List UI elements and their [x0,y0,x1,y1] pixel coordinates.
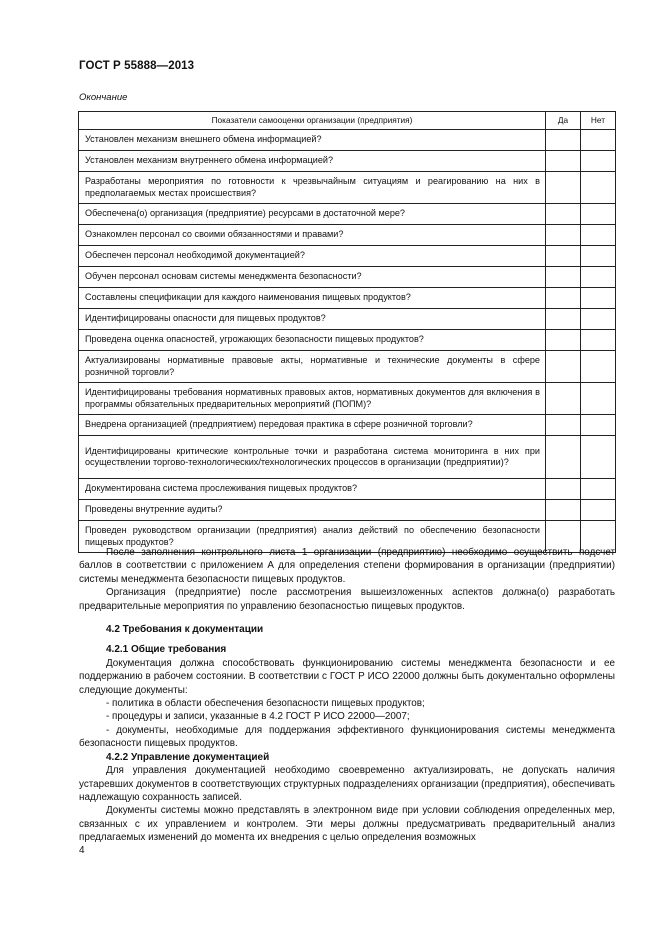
yes-cell[interactable] [546,500,581,521]
page-number: 4 [79,845,85,856]
question-cell: Проведены внутренние аудиты? [79,500,546,521]
question-cell: Установлен механизм внутреннего обмена информацией? [79,151,546,172]
yes-cell[interactable] [546,204,581,225]
table-row [79,479,616,500]
question-cell: Обеспечена(о) организация (предприятие) ресурсами в достаточной мере? [79,204,546,225]
yes-cell[interactable] [546,436,581,479]
question-cell: Обеспечен персонал необходимой документацией? [79,246,546,267]
section-heading-4-2-1: 4.2.1 Общие требования [106,644,227,656]
document-header: ГОСТ Р 55888—2013 [79,60,195,72]
table-row [79,351,616,383]
self-assessment-table [78,111,616,553]
no-cell[interactable] [581,204,616,225]
paragraph: Для управления документацией необходимо своевременно актуализировать, не допускать наличия устаревших документов в соответствующих структурных подразделениях организации (предприятия), обеспечивать надлежащую сохранность записей. [79,765,615,803]
no-cell[interactable] [581,246,616,267]
question-cell: Разработаны мероприятия по готовности к чрезвычайным ситуациям и реагированию на них в предполагаемых местах происшествия? [79,172,546,204]
question-cell: Идентифицированы критические контрольные точки и разработана система мониторинга в них при осуществлении торгово-технологических/технологических процессов в организации (предприятии)? [79,436,546,479]
question-cell: Идентифицированы требования нормативных правовых актов, нормативных документов для включения в программы обязательных предварительных мероприятий (ПОПМ)? [79,383,546,415]
yes-cell[interactable] [546,172,581,204]
yes-cell[interactable] [546,246,581,267]
table-row [79,309,616,330]
paragraph: Организация (предприятие) после рассмотрения вышеизложенных аспектов должна(о) разработать предварительные мероприятия по управлению безопасностью пищевых продуктов. [79,587,615,612]
list-item: - документы, необходимые для поддержания эффективного функционирования системы менеджмента безопасности пищевых продуктов. [79,724,615,750]
yes-cell[interactable] [546,383,581,415]
yes-cell[interactable] [546,309,581,330]
no-cell[interactable] [581,172,616,204]
table-row [79,204,616,225]
yes-cell[interactable] [546,330,581,351]
section-heading-4-2-2: 4.2.2 Управление документацией [106,751,270,763]
yes-cell[interactable] [546,288,581,309]
paragraph: После заполнения контрольного листа 1 организации (предприятию) необходимо осуществить подсчет баллов в соответствии с приложением А для определения степени формирования в организации (предприятии) системы менеджмента безопасности пищевых продуктов. [79,547,615,585]
question-cell: Ознакомлен персонал со своими обязанностями и правами? [79,225,546,246]
yes-cell[interactable] [546,267,581,288]
question-cell: Обучен персонал основам системы менеджмента безопасности? [79,267,546,288]
paragraph: Документы системы можно представлять в электронном виде при условии соблюдения определенных мер, связанных с их управлением и контролем. Эти меры должны предусматривать предварительный анализ предлагаемых изменений до момента их внедрения с целью определения возможных [79,805,615,844]
yes-cell[interactable] [546,351,581,383]
section-heading-4-2: 4.2 Требования к документации [106,624,264,636]
table-row [79,436,616,479]
question-cell: Внедрена организацией (предприятием) передовая практика в сфере розничной торговли? [79,415,546,436]
no-cell[interactable] [581,500,616,521]
no-cell[interactable] [581,130,616,151]
question-cell: Идентифицированы опасности для пищевых продуктов? [79,309,546,330]
question-cell: Проведен руководством организации (предприятия) анализ действий по обеспечению безопасности пищевых продуктов? [79,521,546,553]
question-cell: Установлен механизм внешнего обмена информацией? [79,130,546,151]
list-item: - процедуры и записи, указанные в 4.2 ГОСТ Р ИСО 22000—2007; [106,711,410,723]
table-row [79,130,616,151]
yes-cell[interactable] [546,130,581,151]
table-row [79,151,616,172]
table-row [79,172,616,204]
yes-cell[interactable] [546,479,581,500]
table-row [79,415,616,436]
column-header-yes: Да [546,112,581,130]
table-row [79,500,616,521]
no-cell[interactable] [581,415,616,436]
no-cell[interactable] [581,479,616,500]
no-cell[interactable] [581,330,616,351]
no-cell[interactable] [581,151,616,172]
no-cell[interactable] [581,225,616,246]
table-caption: Окончание [79,92,128,103]
list-item: - политика в области обеспечения безопасности пищевых продуктов; [106,698,425,710]
body-text [79,546,615,845]
table-row [79,246,616,267]
question-cell: Документирована система прослеживания пищевых продуктов? [79,479,546,500]
yes-cell[interactable] [546,415,581,436]
table-row [79,288,616,309]
yes-cell[interactable] [546,225,581,246]
column-header-indicator: Показатели самооценки организации (предприятия) [79,112,546,130]
yes-cell[interactable] [546,151,581,172]
question-cell: Проведена оценка опасностей, угрожающих безопасности пищевых продуктов? [79,330,546,351]
question-cell: Составлены спецификации для каждого наименования пищевых продуктов? [79,288,546,309]
no-cell[interactable] [581,351,616,383]
table-row [79,383,616,415]
paragraph: Документация должна способствовать функционированию системы менеджмента безопасности и ее поддержанию в рабочем состоянии. В соответствии с ГОСТ Р ИСО 22000 должны быть документально оформлены следующие документы: [79,657,615,696]
table-row [79,267,616,288]
no-cell[interactable] [581,267,616,288]
table-header-row [79,112,616,130]
no-cell[interactable] [581,436,616,479]
no-cell[interactable] [581,383,616,415]
no-cell[interactable] [581,288,616,309]
table-row [79,225,616,246]
no-cell[interactable] [581,309,616,330]
column-header-no: Нет [581,112,616,130]
question-cell: Актуализированы нормативные правовые акты, нормативные и технические документы в сфере розничной торговли? [79,351,546,383]
table-row [79,330,616,351]
